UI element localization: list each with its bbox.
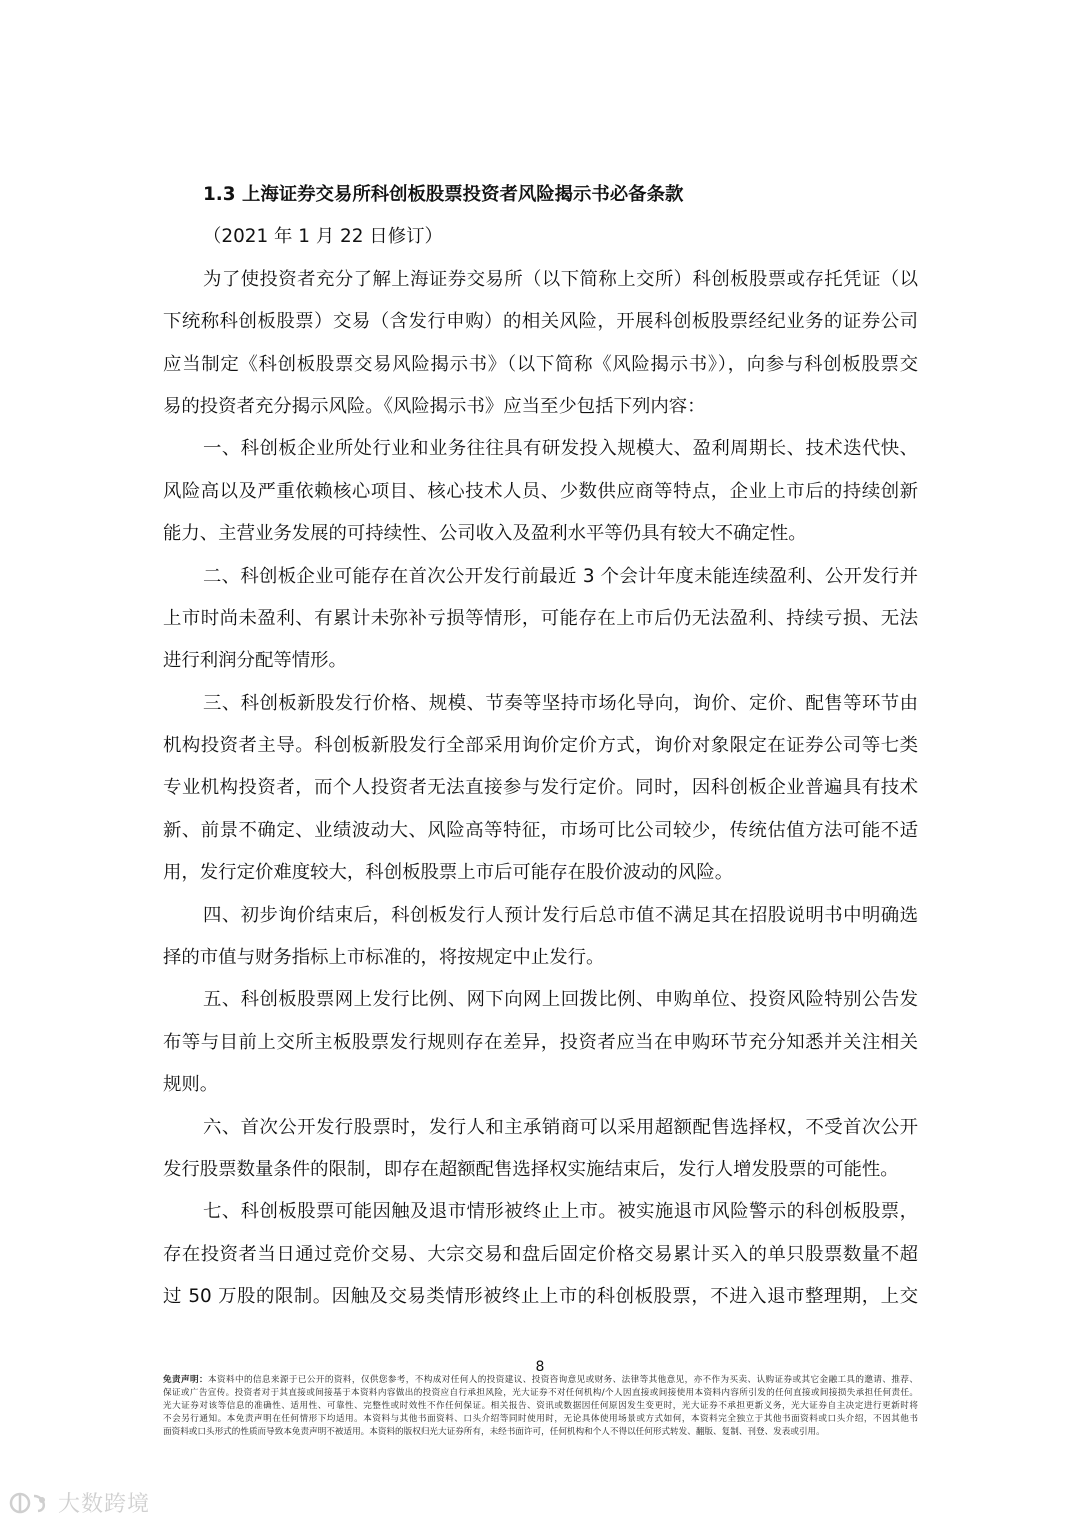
paragraph-line: 布等与目前上交所主板股票发行规则存在差异，投资者应当在申购环节充分知悉并关注相关	[163, 1031, 918, 1053]
page-number: 8	[535, 1359, 545, 1375]
paragraph-line: 专业机构投资者，而个人投资者无法直接参与发行定价。同时，因科创板企业普遍具有技术	[163, 777, 918, 799]
paragraph-line: 三、科创板新股发行价格、规模、节奏等坚持市场化导向，询价、定价、配售等环节由	[203, 692, 918, 714]
watermark-text: 大数跨境	[58, 1492, 151, 1517]
paragraph-line: 二、科创板企业可能存在首次公开发行前最近 3 个会计年度未能连续盈利、公开发行并	[203, 565, 918, 587]
paragraph-line: 机构投资者主导。科创板新股发行全部采用询价定价方式，询价对象限定在证券公司等七类	[163, 735, 918, 757]
disclaimer	[163, 1374, 918, 1439]
paragraph-line: 下统称科创板股票）交易（含发行申购）的相关风险，开展科创板股票经纪业务的证券公司	[163, 311, 918, 333]
paragraph-line: 用，发行定价难度较大，科创板股票上市后可能存在股价波动的风险。	[163, 862, 734, 884]
paragraph-line: 存在投资者当日通过竞价交易、大宗交易和盘后固定价格交易累计买入的单只股票数量不超	[163, 1243, 918, 1265]
disclaimer-line: 光大证券对该等信息的准确性、适用性、可靠性、完整性或时效性不作任何保证。相关报告、资讯或数据因任何原因发生变更时，光大证券不承担更新义务，光大证券自主决定进行更新时将	[163, 1401, 918, 1411]
disclaimer-line: 面资料或口头形式的性质而导致本免责声明不被适用。本资料的版权归光大证券所有，未经书面许可，任何机构和个人不得以任何形式转发、翻版、复制、刊登、发表或引用。	[163, 1427, 825, 1437]
disclaimer-line	[163, 1374, 918, 1387]
disclaimer-label: 免责声明：	[163, 1375, 208, 1385]
paragraph-line: 发行股票数量条件的限制，即存在超额配售选择权实施结束后，发行人增发股票的可能性。	[163, 1158, 899, 1180]
document-body	[163, 174, 918, 1319]
paragraph-line: 新、前景不确定、业绩波动大、风险高等特征，市场可比公司较少，传统估值方法可能不适	[163, 819, 918, 841]
disclaimer-text: 本资料中的信息来源于已公开的资料，仅供您参考，不构成对任何人的投资建议、投资咨询意见或财务、法律等其他意见，亦不作为买卖、认购证券或其它金融工具的邀请、推荐、	[207, 1375, 918, 1385]
paragraph-line: 一、科创板企业所处行业和业务往往具有研发投入规模大、盈利周期长、技术迭代快、	[203, 438, 918, 460]
paragraph-line: 能力、主营业务发展的可持续性、公司收入及盈利水平等仍具有较大不确定性。	[163, 523, 807, 545]
paragraph-line: 上市时尚未盈利、有累计未弥补亏损等情形，可能存在上市后仍无法盈利、持续亏损、无法	[163, 607, 918, 629]
paragraph-line: 应当制定《科创板股票交易风险揭示书》（以下简称《风险揭示书》），向参与科创板股票交	[163, 353, 918, 375]
paragraph-line: 七、科创板股票可能因触及退市情形被终止上市。被实施退市风险警示的科创板股票，	[203, 1201, 918, 1223]
revision-date: （2021 年 1 月 22 日修订）	[203, 226, 443, 248]
disclaimer-line: 保证或广告宣传。投资者对于其直接或间接基于本资料内容做出的投资应自行承担风险，光大证券不对任何机构/个人因直接或间接使用本资料内容所引发的任何直接或间接损失承担任何责任。	[163, 1388, 918, 1398]
paragraph-line: 择的市值与财务指标上市标准的，将按规定中止发行。	[163, 947, 605, 969]
paragraph-line: 过 50 万股的限制。因触及交易类情形被终止上市的科创板股票，不进入退市整理期，上交	[163, 1286, 918, 1308]
section-heading: 1.3 上海证券交易所科创板股票投资者风险揭示书必备条款	[203, 184, 684, 205]
paragraph-line: 进行利润分配等情形。	[163, 650, 347, 672]
watermark-logo-icon	[8, 1488, 52, 1522]
disclaimer-line: 不会另行通知。本免责声明在任何情形下均适用。本资料与其他书面资料、口头介绍等同时使用时，无论具体使用场景或方式如何，本资料完全独立于其他书面资料或口头介绍，不因其他书	[163, 1414, 918, 1424]
paragraph-line: 四、初步询价结束后，科创板发行人预计发行后总市值不满足其在招股说明书中明确选	[203, 904, 918, 926]
paragraph-line: 易的投资者充分揭示风险。《风险揭示书》应当至少包括下列内容：	[163, 395, 706, 417]
paragraph-line: 六、首次公开发行股票时，发行人和主承销商可以采用超额配售选择权，不受首次公开	[203, 1116, 918, 1138]
paragraph-line: 规则。	[163, 1074, 219, 1096]
paragraph-line: 风险高以及严重依赖核心项目、核心技术人员、少数供应商等特点，企业上市后的持续创新	[163, 480, 918, 502]
paragraph-line: 五、科创板股票网上发行比例、网下向网上回拨比例、申购单位、投资风险特别公告发	[203, 989, 918, 1011]
watermark	[8, 1488, 150, 1522]
paragraph-line: 为了使投资者充分了解上海证券交易所（以下简称上交所）科创板股票或存托凭证（以	[203, 268, 918, 290]
